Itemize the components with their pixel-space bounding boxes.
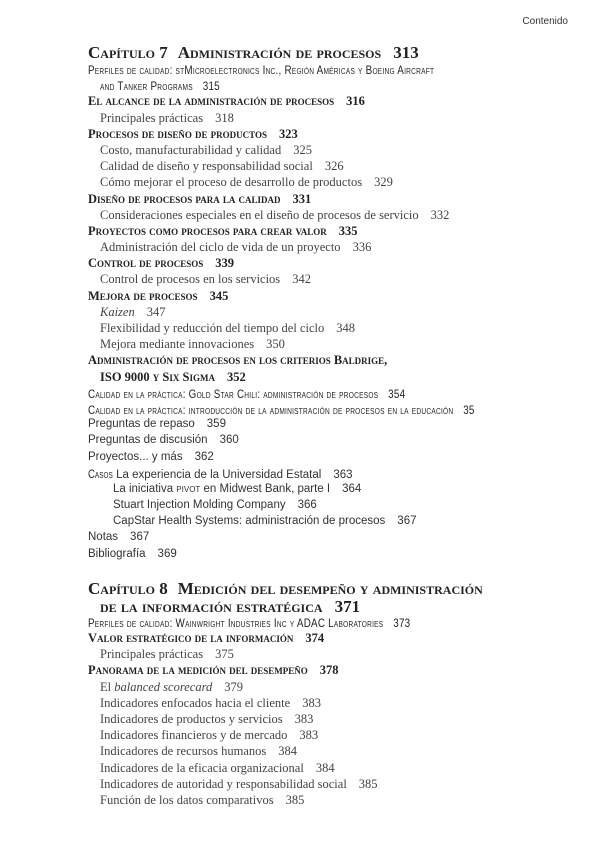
- subsection-entry[interactable]: [88, 321, 588, 337]
- page-number: 354: [388, 386, 406, 401]
- entry-title: Perfiles de calidad: Wainwright Industries Inc y ADAC Laboratories: [88, 615, 384, 630]
- entry-title: Procesos de diseño de productos: [88, 126, 268, 141]
- toc-entry[interactable]: [88, 548, 588, 564]
- entry-title: Principales prácticas: [100, 110, 204, 125]
- page-number: 350: [266, 337, 285, 352]
- page-number: 347: [146, 304, 166, 319]
- entry-title: Indicadores de recursos humanos: [100, 744, 267, 759]
- entry-title: Costo, manufacturabilidad y calidad: [100, 142, 282, 157]
- page-number: 315: [202, 79, 220, 94]
- section-heading[interactable]: [88, 192, 588, 208]
- entry-title: en Midwest Bank, parte I: [200, 482, 331, 495]
- subsection-entry[interactable]: [88, 744, 588, 760]
- subsection-entry[interactable]: [88, 111, 588, 127]
- page-number: 366: [297, 499, 317, 512]
- entry-title: Calidad de diseño y responsabilidad social: [100, 159, 313, 174]
- entry-title: Función de los datos comparativos: [100, 792, 274, 807]
- entry-title: Proyectos como procesos para crear valor: [88, 223, 327, 238]
- entry-title: Indicadores enfocados hacia el cliente: [100, 695, 291, 710]
- toc-entry[interactable]: [88, 418, 588, 434]
- page-number: 374: [305, 631, 325, 645]
- entry-title: El: [100, 679, 115, 694]
- entry-title: Mejora mediante innovaciones: [100, 337, 255, 352]
- case-entry[interactable]: [88, 483, 588, 499]
- page-number: 379: [224, 679, 243, 694]
- subsection-entry[interactable]: [88, 712, 588, 728]
- toc-entry[interactable]: [88, 402, 588, 418]
- entry-title: Administración de procesos: [177, 43, 382, 62]
- subsection-entry[interactable]: [88, 305, 588, 321]
- subsection-entry[interactable]: [88, 272, 588, 288]
- entry-title: Calidad en la práctica: introducción de la administración de procesos en la educación: [88, 402, 454, 417]
- entry-title: Administración del ciclo de vida de un proyecto: [100, 240, 341, 255]
- entry-title: Consideraciones especiales en el diseño de procesos de servicio: [100, 207, 419, 222]
- entry-title: Panorama de la medición del desempeño: [88, 663, 308, 678]
- entry-title: Control de procesos en los servicios: [100, 272, 281, 287]
- page-number: 332: [430, 207, 450, 222]
- cases-entry[interactable]: [88, 467, 588, 483]
- entry-title: Calidad en la práctica: Gold Star Chili: administración de procesos: [88, 386, 379, 401]
- page-number: 316: [346, 94, 365, 109]
- table-of-contents: [88, 43, 588, 809]
- toc-entry[interactable]: [88, 386, 588, 402]
- page-number: 360: [219, 434, 239, 447]
- section-heading[interactable]: [88, 631, 588, 647]
- entry-title-smallcaps: pivot: [176, 482, 201, 495]
- page-number: 313: [393, 43, 419, 62]
- entry-title: Flexibilidad y reducción del tiempo del ciclo: [100, 321, 325, 335]
- page-number: 383: [299, 728, 319, 743]
- page-number: 367: [130, 531, 150, 544]
- section-heading[interactable]: [88, 663, 588, 679]
- entry-title: CapStar Health Systems: administración de procesos: [113, 515, 386, 528]
- entry-title: Perfiles de calidad: stMicroelectronics Inc., Región Américas y Boeing Aircraft: [88, 63, 435, 77]
- page-number: 363: [333, 468, 353, 481]
- section-heading[interactable]: [88, 256, 588, 272]
- page-number: 323: [279, 126, 298, 141]
- page-number: 364: [342, 482, 362, 495]
- case-entry[interactable]: [88, 515, 588, 531]
- entry-title: Indicadores de autoridad y responsabilidad social: [100, 776, 347, 791]
- entry-title: Medición del desempeño y administración: [177, 578, 483, 598]
- chapter-heading[interactable]: [88, 43, 588, 62]
- page-number: 383: [302, 695, 321, 710]
- toc-entry[interactable]: [88, 451, 588, 467]
- page-number: 318: [215, 110, 234, 125]
- chapter-heading-continued[interactable]: [88, 598, 588, 615]
- entry-title: Diseño de procesos para la calidad: [88, 191, 281, 206]
- page-number: 367: [397, 515, 417, 528]
- entry-title: Stuart Injection Molding Company: [113, 499, 286, 512]
- page-number: 383: [294, 711, 314, 726]
- page-number: 326: [324, 159, 344, 174]
- subsection-entry[interactable]: [88, 143, 588, 159]
- entry-title: La iniciativa: [113, 482, 177, 495]
- entry-title: Principales prácticas: [100, 647, 204, 662]
- subsection-entry[interactable]: [88, 696, 588, 712]
- page-number: 345: [209, 288, 229, 303]
- page-number: 339: [215, 256, 235, 271]
- page-number: 369: [157, 547, 177, 560]
- page-number: 385: [285, 792, 305, 807]
- subsection-entry[interactable]: [88, 728, 588, 744]
- page-number: 342: [292, 272, 311, 287]
- page-number: 352: [226, 369, 246, 384]
- entry-title: Valor estratégico de la información: [88, 631, 294, 645]
- chapter-number: Capítulo 8: [88, 578, 168, 598]
- entry-title: Proyectos... y más: [88, 450, 183, 463]
- page-number: 385: [358, 776, 378, 791]
- page-number: 375: [215, 647, 234, 662]
- entry-title: Bibliografía: [88, 547, 146, 560]
- page-number: 384: [315, 760, 335, 775]
- subsection-entry[interactable]: [88, 647, 588, 663]
- section-heading[interactable]: [88, 94, 588, 110]
- entry-title: Preguntas de repaso: [88, 418, 195, 431]
- section-heading[interactable]: [88, 224, 588, 240]
- page-number: 373: [393, 615, 411, 630]
- spacer: [88, 564, 588, 579]
- entry-title: and Tanker Programs: [100, 79, 193, 94]
- entry-title: de la información estratégica: [100, 596, 323, 616]
- toc-entry[interactable]: [88, 615, 588, 631]
- cases-label: Casos: [88, 466, 113, 481]
- entry-title: Administración de procesos en los criterios Baldrige,: [88, 353, 388, 368]
- page-number: 378: [319, 663, 339, 678]
- subsection-entry[interactable]: [88, 159, 588, 175]
- entry-title: ISO 9000 y Six Sigma: [100, 369, 215, 384]
- page-number: 384: [278, 744, 298, 759]
- entry-title: Kaizen: [100, 304, 135, 319]
- page-number: 35: [463, 402, 475, 417]
- running-head: Contenido: [522, 16, 568, 27]
- chapter-heading[interactable]: [88, 579, 588, 598]
- page-number: 348: [336, 321, 355, 335]
- toc-entry[interactable]: [88, 78, 588, 94]
- entry-title: Notas: [88, 531, 119, 544]
- page-number: 362: [194, 450, 214, 463]
- section-heading[interactable]: [88, 370, 588, 386]
- entry-title: Preguntas de discusión: [88, 434, 208, 447]
- subsection-entry[interactable]: [88, 175, 588, 191]
- case-entry[interactable]: [88, 499, 588, 515]
- section-heading[interactable]: [88, 353, 588, 369]
- chapter-number: Capítulo 7: [88, 43, 168, 62]
- subsection-entry[interactable]: [88, 240, 588, 256]
- subsection-entry[interactable]: [88, 680, 588, 696]
- section-heading[interactable]: [88, 289, 588, 305]
- entry-title: Indicadores de productos y servicios: [100, 711, 283, 726]
- entry-title: La experiencia de la Universidad Estatal: [116, 468, 322, 481]
- page-number: 335: [338, 223, 358, 238]
- entry-title: Control de procesos: [88, 256, 204, 271]
- toc-entry[interactable]: [88, 531, 588, 547]
- subsection-entry[interactable]: [88, 337, 588, 353]
- entry-title: Cómo mejorar el proceso de desarrollo de productos: [100, 175, 363, 190]
- entry-title: Indicadores de la eficacia organizacional: [100, 760, 304, 775]
- page-number: 329: [374, 175, 393, 190]
- subsection-entry[interactable]: [88, 208, 588, 224]
- subsection-entry[interactable]: [88, 777, 588, 793]
- page-number: 331: [292, 191, 312, 206]
- toc-entry[interactable]: [88, 434, 588, 450]
- toc-entry[interactable]: [88, 62, 588, 78]
- entry-title: Mejora de procesos: [88, 288, 198, 303]
- page-number: 371: [334, 596, 361, 616]
- section-heading[interactable]: [88, 127, 588, 143]
- page-number: 359: [206, 418, 226, 431]
- entry-title: El alcance de la administración de procesos: [88, 94, 335, 109]
- page-number: 336: [352, 240, 372, 255]
- subsection-entry[interactable]: [88, 793, 588, 809]
- page-number: 325: [293, 142, 312, 157]
- subsection-entry[interactable]: [88, 761, 588, 777]
- entry-title: Indicadores financieros y de mercado: [100, 728, 288, 743]
- entry-title-italic: balanced scorecard: [114, 679, 213, 694]
